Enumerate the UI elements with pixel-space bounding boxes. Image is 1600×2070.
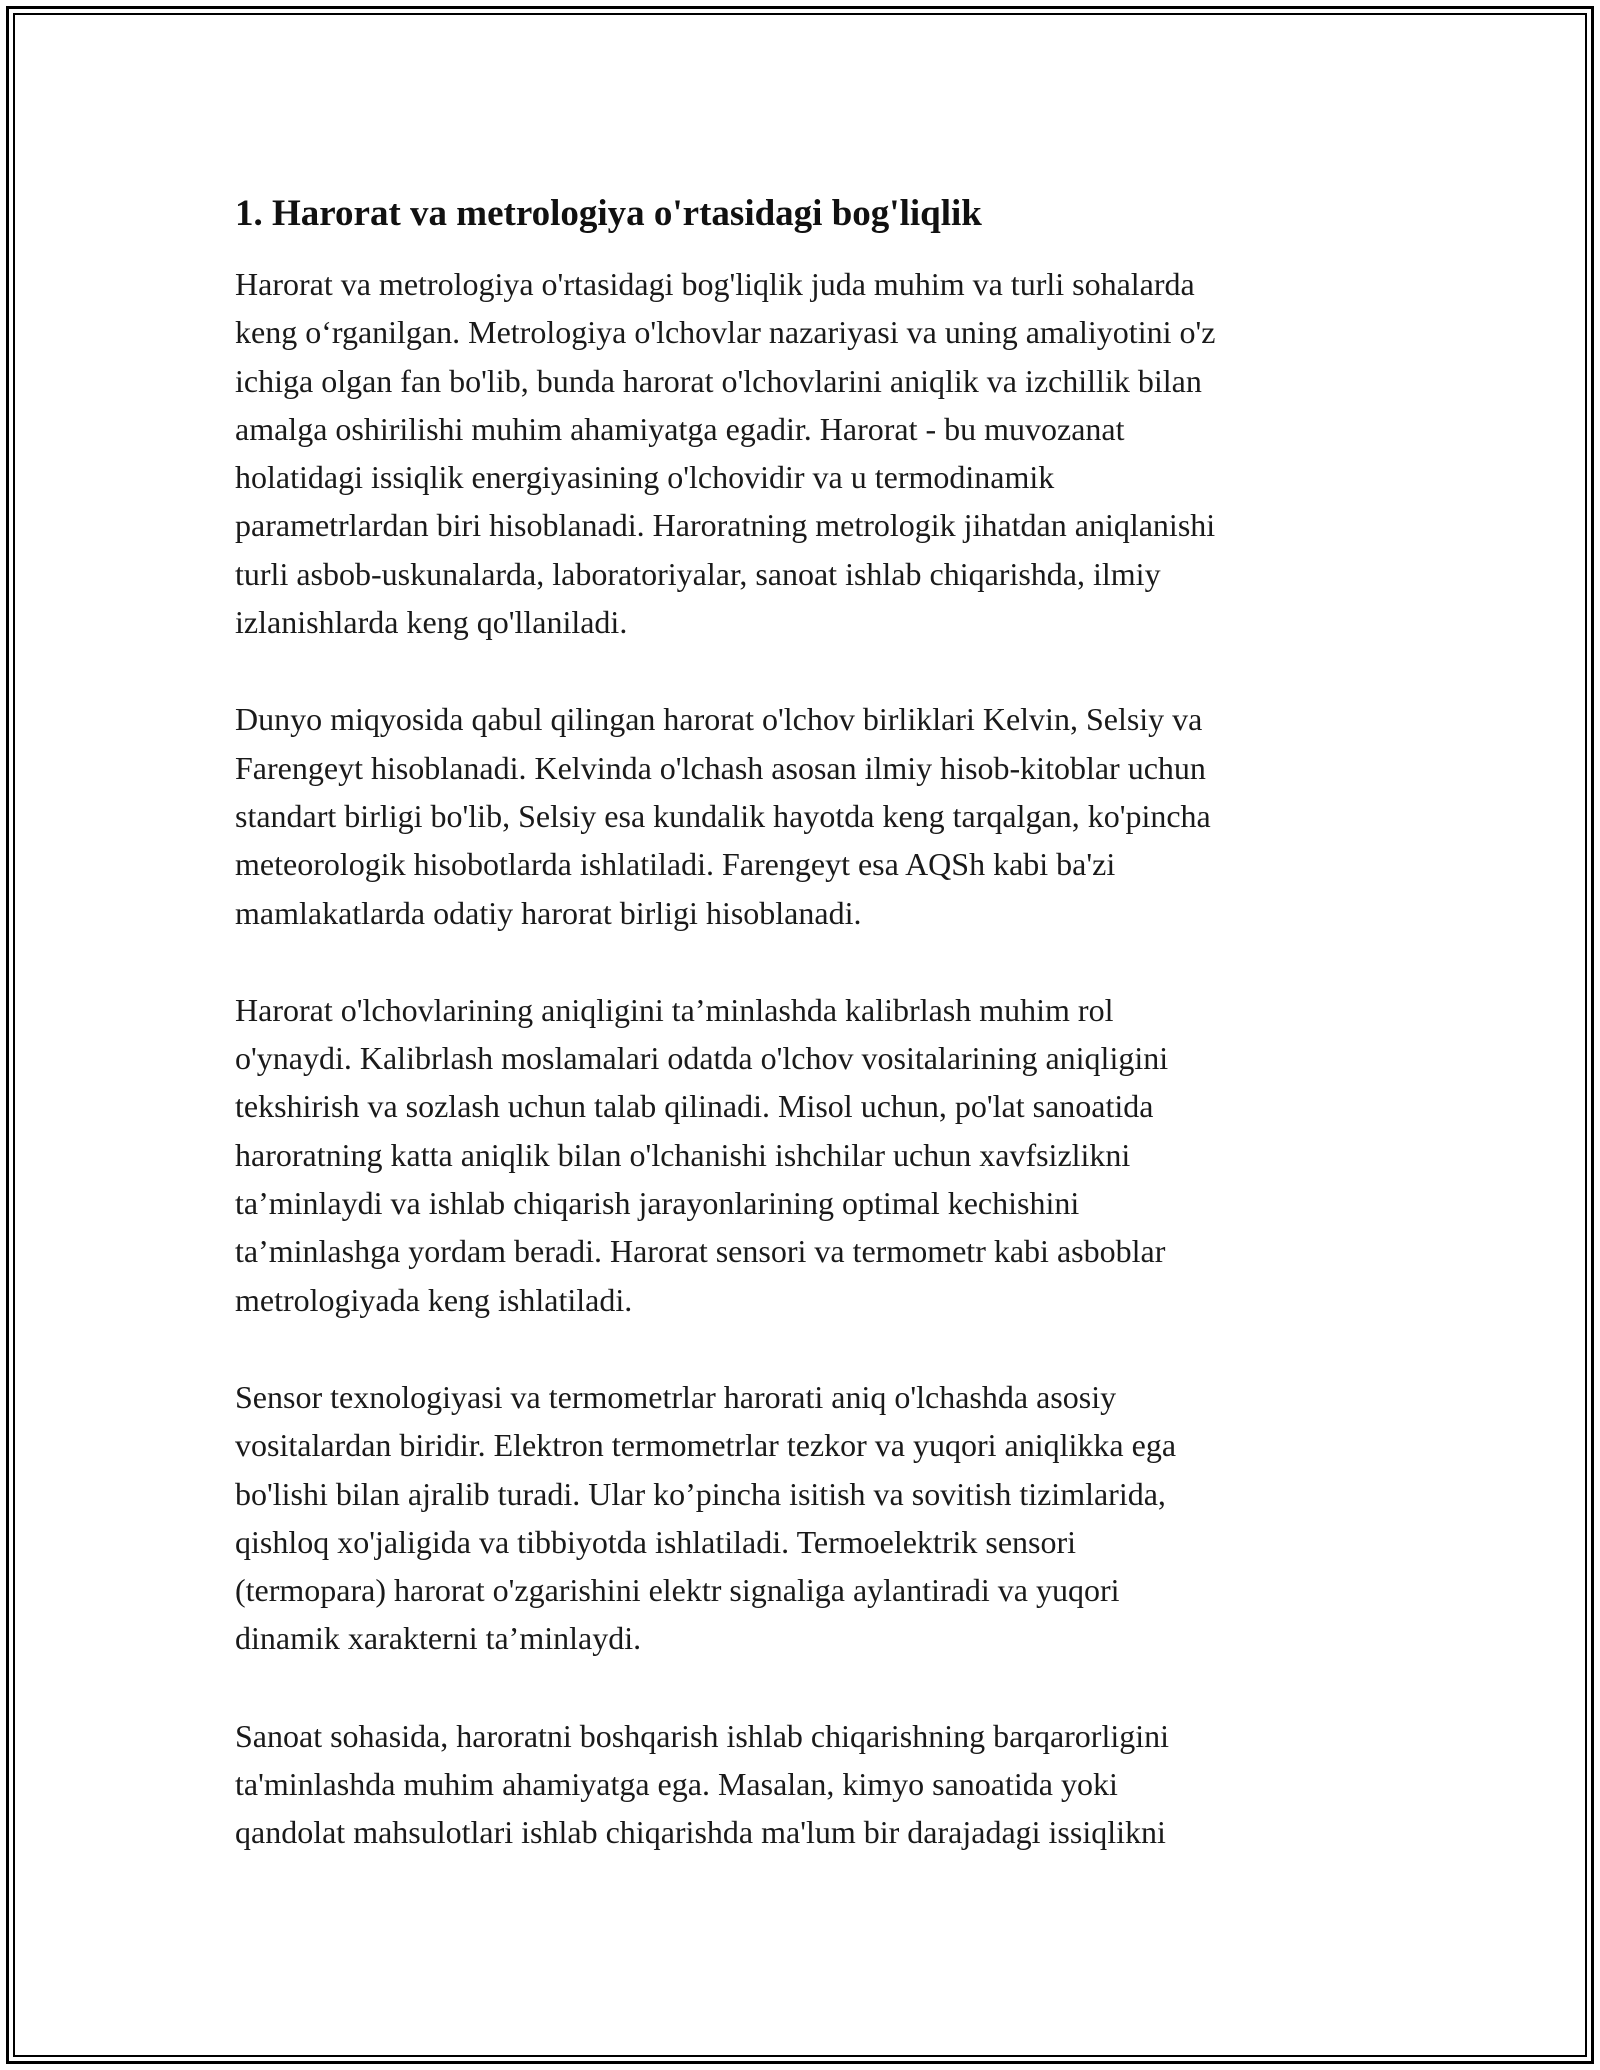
text-line: holatidagi issiqlik energiyasining o'lchovidir va u termodinamik (235, 459, 1055, 496)
text-line: Farengeyt hisoblanadi. Kelvinda o'lchash asosan ilmiy hisob-kitoblar uchun (235, 749, 1206, 786)
text-line: ta'minlashda muhim ahamiyatga ega. Masalan, kimyo sanoatida yoki (235, 1766, 1118, 1803)
text-line: Harorat va metrologiya o'rtasidagi bog'liqlik juda muhim va turli sohalarda (235, 266, 1195, 302)
text-line: qishloq xo'jaligida va tibbiyotda ishlatiladi. Termoelektrik sensori (235, 1523, 1077, 1560)
text-line: ichiga olgan fan bo'lib, bunda harorat o'lchovlarini aniqlik va izchillik bilan (235, 362, 1202, 399)
document-body (235, 186, 1375, 1906)
text-line: standart birligi bo'lib, Selsiy esa kundalik hayotda keng tarqalgan, ko'pincha (235, 797, 1211, 834)
text-line: metrologiyada keng ishlatiladi. (235, 1281, 633, 1318)
paragraph (235, 1712, 1375, 1857)
paragraph (235, 1373, 1375, 1663)
text-line: mamlakatlarda odatiy harorat birligi hisoblanadi. (235, 894, 862, 931)
text-line: (termopara) harorat o'zgarishini elektr signaliga aylantiradi va yuqori (235, 1572, 1120, 1609)
text-line: haroratning katta aniqlik bilan o'lchanishi ishchilar uchun xavfsizlikni (235, 1136, 1131, 1173)
text-line: tekshirish va sozlash uchun talab qilinadi. Misol uchun, po'lat sanoatida (235, 1088, 1154, 1125)
text-line: turli asbob-uskunalarda, laboratoriyalar, sanoat ishlab chiqarishda, ilmiy (235, 555, 1161, 592)
text-line: izlanishlarda keng qo'llaniladi. (235, 604, 628, 641)
paragraph (235, 695, 1375, 936)
text-line: o'ynaydi. Kalibrlash moslamalari odatda o'lchov vositalarining aniqligini (235, 1040, 1169, 1077)
text-line: ta’minlaydi va ishlab chiqarish jarayonlarining optimal kechishini (235, 1185, 1080, 1222)
text-line: Sensor texnologiyasi va termometrlar harorati aniq o'lchashda asosiy (235, 1378, 1117, 1415)
text-line: bo'lishi bilan ajralib turadi. Ular ko’pincha isitish va sovitish tizimlarida, (235, 1475, 1166, 1512)
text-line: meteorologik hisobotlarda ishlatiladi. Farengeyt esa AQSh kabi ba'zi (235, 846, 1116, 883)
text-line: qandolat mahsulotlari ishlab chiqarishda ma'lum bir darajadagi issiqlikni (235, 1814, 1166, 1851)
text-line: Sanoat sohasida, haroratni boshqarish ishlab chiqarishning barqarorligini (235, 1717, 1170, 1754)
paragraph (235, 260, 1375, 646)
text-line: ta’minlashga yordam beradi. Harorat sensori va termometr kabi asboblar (235, 1233, 1166, 1270)
text-line: Harorat o'lchovlarining aniqligini ta’minlashda kalibrlash muhim rol (235, 991, 1114, 1028)
section-heading: 1. Harorat va metrologiya o'rtasidagi bog'liqlik (235, 193, 982, 234)
paragraph (235, 986, 1375, 1324)
text-line: dinamik xarakterni ta’minlaydi. (235, 1620, 642, 1657)
paragraphs-container (235, 260, 1375, 1857)
text-line: parametrlardan biri hisoblanadi. Haroratning metrologik jihatdan aniqlanishi (235, 507, 1216, 544)
text-line: keng o‘rganilgan. Metrologiya o'lchovlar nazariyasi va uning amaliyotini o'z (235, 314, 1216, 351)
text-line: Dunyo miqyosida qabul qilingan harorat o'lchov birliklari Kelvin, Selsiy va (235, 701, 1203, 738)
text-line: amalga oshirilishi muhim ahamiyatga egadir. Harorat - bu muvozanat (235, 410, 1125, 447)
text-line: vositalardan biridir. Elektron termometrlar tezkor va yuqori aniqlikka ega (235, 1427, 1177, 1464)
